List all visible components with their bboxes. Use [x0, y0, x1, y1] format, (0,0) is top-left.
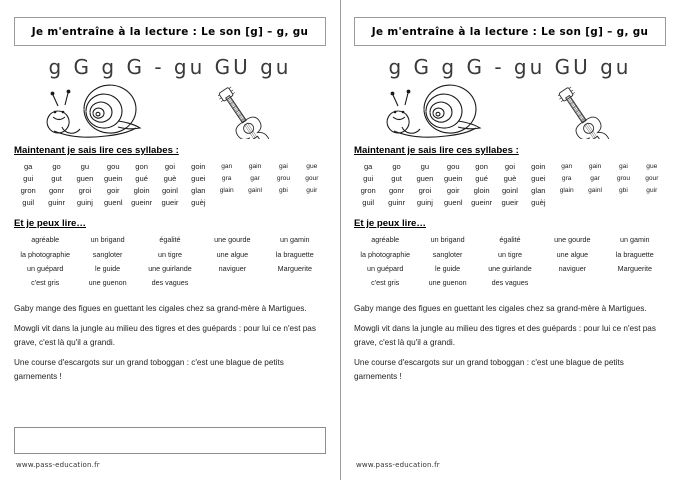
syllable-cell: guei — [191, 173, 206, 183]
syllable-cell: goi — [504, 161, 516, 171]
syllable-cell: gou — [446, 161, 460, 171]
answer-box[interactable] — [14, 427, 326, 454]
syllable-cell: gbi — [619, 186, 628, 194]
word-cell: la braguette — [275, 249, 314, 259]
word-cell: un gamin — [279, 235, 310, 245]
syllable-cell: gan — [561, 162, 573, 170]
word-cell: égalité — [159, 235, 181, 245]
word-cell: c'est gris — [31, 277, 60, 287]
syllable-cell: gra — [561, 174, 572, 182]
syllable-cell: gueir — [161, 198, 179, 208]
syllable-cell: gainl — [588, 186, 603, 194]
worksheet-panel-right — [340, 0, 680, 480]
syllable-cell: goin — [191, 161, 206, 171]
syllable-cell: gra — [221, 174, 232, 182]
word-cell: des vagues — [491, 277, 529, 287]
syllable-cell: goir — [106, 185, 120, 195]
sentence-2: Mowgli vit dans la jungle au milieu des tigres et des guépards : pour lui ce n'est pas grave, c'est là qu'il a grandi. — [14, 324, 316, 347]
word-cell: une gourde — [554, 235, 591, 245]
syllable-cell: gan — [221, 162, 233, 170]
syllable-cell: go — [392, 161, 401, 171]
syllable-cell: gour — [305, 174, 319, 182]
syllable-cell: guil — [362, 198, 375, 208]
syllable-cell: guinr — [48, 198, 65, 208]
table-row — [14, 184, 326, 196]
table-row — [354, 275, 666, 289]
syllable-cell: gonr — [388, 185, 405, 195]
words-heading: Et je peux lire… — [14, 217, 86, 229]
syllable-cell: groi — [78, 185, 92, 195]
word-cell: naviguer — [558, 263, 587, 273]
sentences-block — [14, 302, 326, 384]
syllable-cell: guinj — [416, 198, 433, 208]
word-cell: agréable — [31, 235, 60, 245]
syllable-cell: gonr — [48, 185, 65, 195]
syllable-cell: goinl — [501, 185, 518, 195]
syllable-cell: gar — [590, 174, 600, 182]
syllable-cell: guè — [163, 173, 177, 183]
syllable-cell: goi — [164, 161, 176, 171]
title-banner — [354, 17, 666, 46]
word-cell: une guirlande — [488, 263, 532, 273]
word-cell: agréable — [371, 235, 400, 245]
table-row — [354, 160, 666, 172]
syllable-cell: gut — [391, 173, 402, 183]
sentences-block — [354, 302, 666, 384]
syllable-cell: goin — [531, 161, 546, 171]
syllable-cell: gain — [248, 162, 262, 170]
syllable-cell: gloin — [133, 185, 150, 195]
syllable-cell: gar — [250, 174, 260, 182]
syllable-cell: ga — [23, 161, 33, 171]
syllable-cell: gue — [306, 162, 318, 170]
syllable-cell — [609, 197, 637, 209]
illustration-row — [354, 81, 666, 143]
word-cell: sangloter — [92, 249, 123, 259]
syllables-table — [14, 160, 326, 209]
word-cell: la braguette — [615, 249, 654, 259]
syllable-cell: gon — [135, 161, 148, 171]
word-cell: c'est gris — [371, 277, 400, 287]
words-table — [14, 233, 326, 290]
word-cell: un brigand — [90, 235, 125, 245]
syllable-cell: gue — [646, 162, 658, 170]
word-cell: des vagues — [151, 277, 189, 287]
snail-illustration — [28, 81, 160, 144]
table-row — [14, 197, 326, 209]
syllable-cell — [269, 197, 297, 209]
table-row — [14, 247, 326, 261]
syllables-heading: Maintenant je sais lire ces syllabes : — [354, 145, 519, 156]
syllable-cell: gu — [420, 161, 430, 171]
word-cell — [201, 275, 263, 289]
syllable-cell: gui — [363, 173, 374, 183]
syllable-cell: gainl — [248, 186, 263, 194]
syllable-cell: grou — [276, 174, 291, 182]
syllable-cell: guèj — [191, 198, 206, 208]
syllable-cell: gron — [20, 185, 36, 195]
syllable-cell: guir — [646, 186, 658, 194]
word-cell: une algue — [556, 249, 589, 259]
sentence-1: Gaby mange des figues en guettant les cigales chez sa grand-mère à Martigues. — [354, 303, 647, 313]
syllable-cell: goinl — [161, 185, 178, 195]
syllable-cell: glain — [559, 186, 574, 194]
illustration-row — [14, 81, 326, 143]
guitar-illustration — [218, 83, 314, 144]
word-cell: naviguer — [218, 263, 247, 273]
syllable-cell: gué — [475, 173, 488, 183]
word-cell — [604, 275, 666, 289]
words-table — [354, 233, 666, 290]
syllable-cell: gueinr — [471, 198, 493, 208]
sentence-1: Gaby mange des figues en guettant les cigales chez sa grand-mère à Martigues. — [14, 303, 307, 313]
word-cell: la photographie — [360, 249, 410, 259]
syllable-cell — [241, 197, 269, 209]
syllable-cell: gut — [51, 173, 62, 183]
sentence-3: Une course d'escargots sur un grand toboggan : c'est une blague de petits garnements ! — [14, 358, 284, 381]
table-row — [354, 184, 666, 196]
word-cell — [541, 275, 603, 289]
table-row — [354, 247, 666, 261]
syllable-cell: guei — [531, 173, 546, 183]
syllable-cell — [553, 197, 581, 209]
letters-line: g G g G - gu GU gu — [388, 55, 632, 79]
syllable-cell: gueir — [501, 198, 519, 208]
syllable-cell — [581, 197, 609, 209]
syllable-cell: gai — [279, 162, 288, 170]
syllable-cell: gbi — [279, 186, 288, 194]
syllable-cell: groi — [418, 185, 432, 195]
syllable-cell — [638, 197, 666, 209]
syllable-cell: guèj — [531, 198, 546, 208]
syllable-cell: guein — [103, 173, 123, 183]
syllable-cell: gué — [135, 173, 148, 183]
word-cell: une guirlande — [148, 263, 192, 273]
word-cell: Marguerite — [617, 263, 652, 273]
footer-url: www.pass-education.fr — [16, 461, 100, 469]
syllable-cell: gour — [645, 174, 659, 182]
table-row — [14, 275, 326, 289]
syllable-cell: guenl — [103, 198, 123, 208]
syllable-cell — [298, 197, 326, 209]
word-cell: sangloter — [432, 249, 463, 259]
word-cell: un tigre — [157, 249, 182, 259]
sentence-3: Une course d'escargots sur un grand toboggan : c'est une blague de petits garnements ! — [354, 358, 624, 381]
word-cell: égalité — [499, 235, 521, 245]
snail-illustration — [368, 81, 500, 144]
word-cell: la photographie — [20, 249, 70, 259]
syllable-cell: gon — [475, 161, 488, 171]
table-row — [354, 261, 666, 275]
word-cell: un guépard — [367, 263, 404, 273]
syllable-cell: glan — [531, 185, 546, 195]
word-cell: une gourde — [214, 235, 251, 245]
table-row — [354, 197, 666, 209]
syllable-cell: guinr — [388, 198, 405, 208]
table-row — [14, 160, 326, 172]
syllable-cell: goir — [446, 185, 460, 195]
syllable-cell: guil — [22, 198, 35, 208]
table-row — [14, 261, 326, 275]
word-cell: un tigre — [497, 249, 522, 259]
word-cell: un gamin — [619, 235, 650, 245]
syllable-cell: gai — [619, 162, 628, 170]
syllable-cell: gou — [106, 161, 120, 171]
syllable-cell: guè — [503, 173, 517, 183]
table-row — [354, 233, 666, 247]
page-title: Je m'entraîne à la lecture : Le son [g] – g, gu — [371, 26, 649, 38]
syllable-cell: guen — [416, 173, 434, 183]
syllable-cell: guir — [306, 186, 318, 194]
syllable-cell: go — [52, 161, 61, 171]
word-cell: Marguerite — [277, 263, 312, 273]
syllable-cell: guein — [443, 173, 463, 183]
word-cell: une algue — [216, 249, 249, 259]
word-cell: une guenon — [428, 277, 467, 287]
word-cell: un brigand — [430, 235, 465, 245]
table-row — [14, 233, 326, 247]
syllable-cell: grou — [616, 174, 631, 182]
word-cell: le guide — [434, 263, 461, 273]
syllable-cell: gu — [80, 161, 90, 171]
table-row — [14, 172, 326, 184]
syllable-cell: gueinr — [131, 198, 153, 208]
syllable-cell: gron — [360, 185, 376, 195]
sentence-2: Mowgli vit dans la jungle au milieu des tigres et des guépards : pour lui ce n'est pas grave, c'est là qu'il a grandi. — [354, 324, 656, 347]
guitar-illustration — [558, 83, 654, 144]
word-cell: une guenon — [88, 277, 127, 287]
syllable-cell: glan — [191, 185, 206, 195]
table-row — [354, 172, 666, 184]
syllable-cell: gain — [588, 162, 602, 170]
word-cell: le guide — [94, 263, 121, 273]
syllables-heading: Maintenant je sais lire ces syllabes : — [14, 145, 179, 156]
syllable-cell — [213, 197, 241, 209]
words-heading: Et je peux lire… — [354, 217, 426, 229]
syllable-cell: gui — [23, 173, 34, 183]
syllable-cell: guinj — [76, 198, 93, 208]
syllable-cell: guen — [76, 173, 94, 183]
title-banner — [14, 17, 326, 46]
letters-line: g G g G - gu GU gu — [48, 55, 292, 79]
syllable-cell: gloin — [473, 185, 490, 195]
syllable-cell: ga — [363, 161, 373, 171]
syllables-table — [354, 160, 666, 209]
word-cell: un guépard — [27, 263, 64, 273]
syllable-cell: glain — [219, 186, 234, 194]
page-title: Je m'entraîne à la lecture : Le son [g] – g, gu — [31, 26, 309, 38]
footer-url: www.pass-education.fr — [356, 461, 440, 469]
word-cell — [264, 275, 326, 289]
syllable-cell: guenl — [443, 198, 463, 208]
